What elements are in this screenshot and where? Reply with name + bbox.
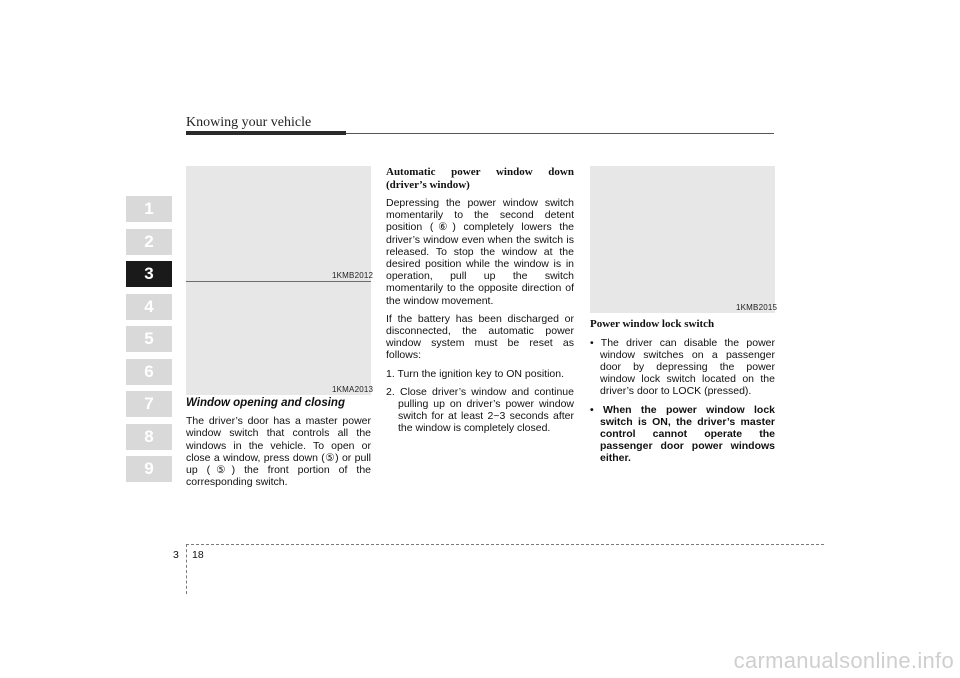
chapter-tab-9[interactable]: 9 (126, 456, 172, 482)
section-heading-window: Window opening and closing (186, 397, 345, 409)
bullet-lock-1: • The driver can disable the power window switches on a passenger door by depressing the power window lock switch located on the driver’s door to LOCK (pressed). (590, 336, 775, 398)
chapter-tab-1[interactable]: 1 (126, 196, 172, 222)
figure-code-2: 1KMA2013 (332, 385, 374, 394)
figure-window-switch (186, 282, 374, 395)
chapter-tab-list (126, 196, 172, 489)
chapter-tab-8[interactable]: 8 (126, 424, 172, 450)
figure-code-1: 1KMB2012 (332, 271, 374, 280)
footer-vertical-rule (186, 544, 187, 594)
chapter-tab-5[interactable]: 5 (126, 326, 172, 352)
para-text-c: ) the front portion of the corresponding switch. (186, 464, 371, 489)
section-heading-lock: Power window lock switch (590, 318, 715, 330)
watermark: carmanualsonline.info (733, 648, 954, 673)
figure-code-3: 1KMB2015 (736, 303, 778, 312)
footer-page-number: 18 (192, 549, 204, 561)
chapter-tab-6[interactable]: 6 (126, 359, 172, 385)
paragraph-auto-down (386, 197, 574, 307)
column-3-text (590, 318, 775, 471)
section-heading-auto-down: Automatic power window down (driver’s window) (386, 166, 574, 191)
header-rule-thin (346, 133, 774, 134)
reset-step-1: 1. Turn the ignition key to ON position. (386, 367, 565, 380)
chapter-tab-4[interactable]: 4 (126, 294, 172, 320)
footer-chapter-number: 3 (173, 549, 179, 561)
figure-master-switch (186, 166, 374, 281)
column-1-text (186, 397, 371, 494)
callout-number-6: ⑥ (433, 221, 453, 234)
figure-lock-switch (590, 166, 778, 313)
chapter-tab-7[interactable]: 7 (126, 391, 172, 417)
bullet-lock-2: • When the power window lock switch is ON, the driver’s master control cannot operate the passenger door power windows either. (590, 403, 775, 465)
page-header-title: Knowing your vehicle (186, 115, 312, 130)
reset-step-2: 2. Close driver’s window and continue pulling up on driver’s power window switch for at least 2~3 seconds after the window is completely closed. (386, 385, 574, 435)
chapter-tab-2[interactable]: 2 (126, 229, 172, 255)
para-text-b: ) or pull up ( (186, 451, 371, 477)
column-2-text (386, 166, 574, 441)
para-text-a: The driver’s door has a master power window switch that controls all the windows in the vehicle. To open or close a window, press down ( (186, 415, 371, 464)
header-rule-thick (186, 131, 346, 135)
para-text-d: Depressing the power window switch momentarily to the second detent position ( (386, 197, 574, 234)
paragraph-reset: If the battery has been discharged or disconnected, the automatic power window system must be reset as follows: (386, 312, 574, 362)
footer-rule (186, 544, 824, 545)
paragraph-window-opening (186, 415, 371, 488)
callout-number-5: ⑤ (324, 451, 336, 464)
chapter-tab-3[interactable]: 3 (126, 261, 172, 287)
para-text-e: ) completely lowers the driver’s window even when the switch is released. To stop the window at the desired position while the window is in operation, pull up the switch momentarily to the opposite direction of the window movement. (386, 221, 574, 307)
callout-number-5b: ⑤ (210, 464, 232, 477)
